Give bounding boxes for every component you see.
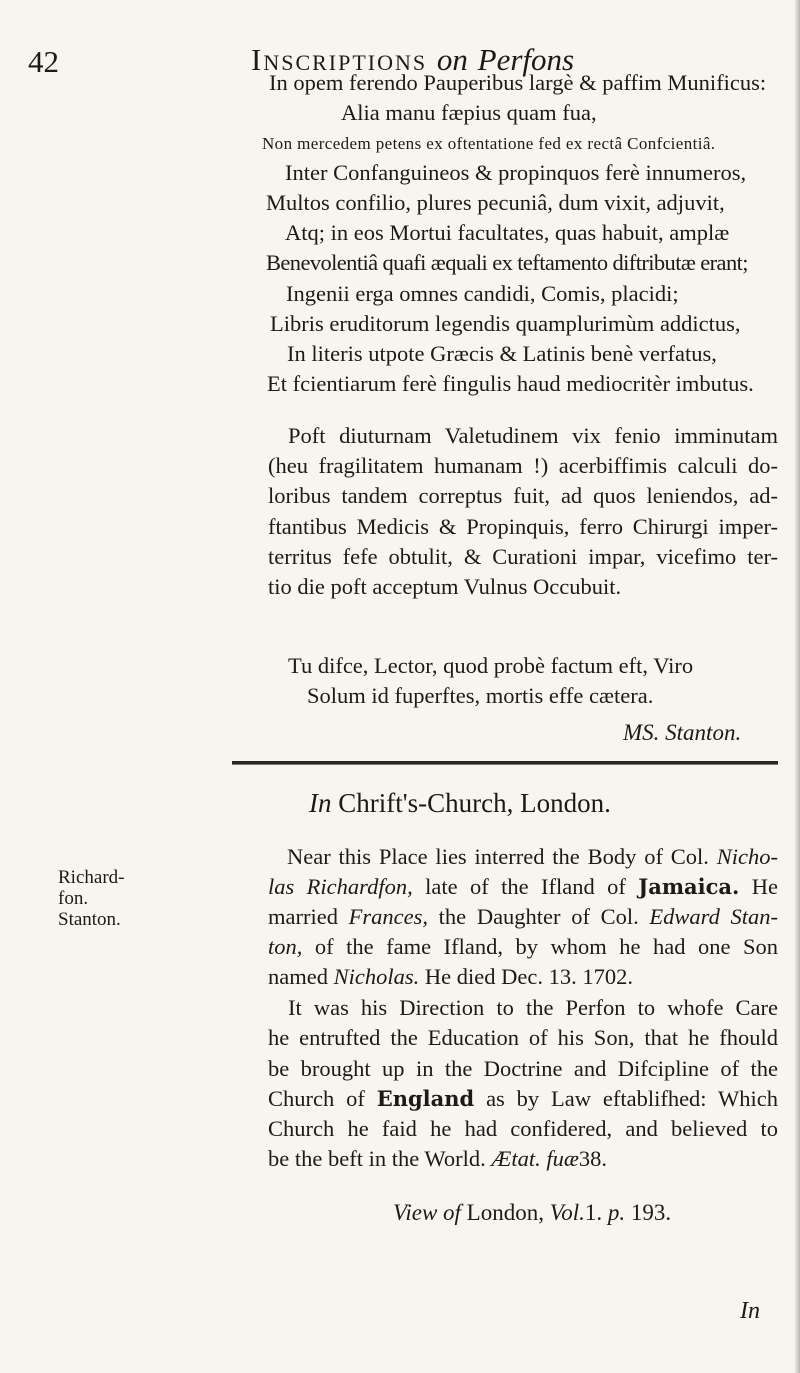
epitaph-text: late of the Ifland of <box>425 874 626 899</box>
inscription-line: Atq; in eos Mortui facultates, quas habuit, amplæ <box>285 220 730 245</box>
epitaph-text: Near this Place lies interred the Body of Col. <box>287 844 709 869</box>
epitaph-italic: Nicho- <box>716 844 779 869</box>
catchword: In <box>740 1298 760 1324</box>
epitaph-blackletter: England <box>376 1086 475 1111</box>
running-head-italic: on <box>436 42 468 77</box>
epitaph-italic: Ætat. fuæ <box>491 1146 579 1171</box>
epitaph-italic: las Richardfon, <box>268 874 413 899</box>
paragraph-line: Poft diuturnam Valetudinem vix fenio imminutam <box>288 423 778 448</box>
marginal-line: Richard- <box>58 867 125 888</box>
epitaph-text: He died Dec. 13. 1702. <box>424 964 633 989</box>
paragraph-line: loribus tandem correptus fuit, ad quos leniendos, ad- <box>268 483 778 508</box>
inscription-line: Ingenii erga omnes candidi, Comis, placidi; <box>286 281 679 306</box>
closing-line: Solum id fuperftes, mortis effe cætera. <box>307 683 654 708</box>
epitaph-line: be brought up in the Doctrine and Difcipline of the <box>268 1056 778 1081</box>
marginal-line: Stanton. <box>58 909 121 930</box>
section-heading <box>309 788 611 819</box>
paragraph-line: tio die poft acceptum Vulnus Occubuit. <box>268 574 622 599</box>
inscription-line: Inter Confanguineos & propinquos ferè innumeros, <box>285 160 747 185</box>
epitaph-text: married <box>268 904 338 929</box>
epitaph-text: the Daughter of Col. <box>438 904 639 929</box>
source-italic: Vol. <box>549 1200 585 1225</box>
epitaph-line: he entrufted the Education of his Son, that he fhould <box>268 1025 778 1050</box>
epitaph-line <box>268 932 778 962</box>
epitaph-line: It was his Direction to the Perfon to whofe Care <box>288 995 778 1020</box>
section-rule <box>232 761 778 765</box>
inscription-line: In literis utpote Græcis & Latinis benè verfatus, <box>287 341 717 366</box>
source-text: London, <box>466 1200 544 1225</box>
epitaph-italic: Edward Stan- <box>649 904 779 929</box>
epitaph-line <box>287 842 778 872</box>
epitaph-text: be the beft in the World. <box>268 1146 486 1171</box>
epitaph-text: as by Law eftablifhed: Which <box>486 1086 778 1111</box>
source-text: 1. <box>584 1200 603 1225</box>
source-signature: MS. Stanton. <box>623 720 742 745</box>
epitaph-line <box>268 902 778 932</box>
epitaph-line <box>268 1144 607 1174</box>
inscription-line: Multos confilio, plures pecuniâ, dum vixit, adjuvit, <box>266 190 725 215</box>
marginal-note <box>58 867 124 930</box>
closing-line: Tu difce, Lector, quod probè factum eft, Viro <box>288 653 694 678</box>
epitaph-italic: Frances, <box>348 904 428 929</box>
source-text: 193. <box>630 1200 672 1225</box>
page-edge <box>794 0 800 1373</box>
epitaph-text: named <box>268 964 328 989</box>
epitaph-line <box>268 1084 778 1114</box>
inscription-line: Libris eruditorum legendis quamplurimùm addictus, <box>270 311 741 336</box>
page-number: 42 <box>28 44 59 79</box>
epitaph-line <box>268 872 778 902</box>
inscription-line: In opem ferendo Pauperibus largè & paffim Munificus: <box>269 70 767 95</box>
epitaph-line: Church he faid he had confidered, and believed to <box>268 1116 778 1141</box>
paragraph-line: (heu fragilitatem humanam !) acerbiffimis calculi do- <box>268 453 778 478</box>
running-head-suffix: Perfons <box>477 42 575 77</box>
epitaph-line <box>268 962 633 992</box>
epitaph-italic: Nicholas. <box>333 964 420 989</box>
running-head-prefix: Inscriptions <box>251 42 428 77</box>
inscription-line: Benevolentiâ quafi æquali ex teftamento diftributæ erant; <box>266 250 748 275</box>
epitaph-text: He <box>751 874 779 899</box>
epitaph-italic: ton, <box>268 934 303 959</box>
marginal-line: fon. <box>58 888 89 909</box>
inscription-line: Non mercedem petens ex oftentatione fed ex rectâ Confcientiâ. <box>262 134 716 153</box>
paragraph-line: ftantibus Medicis & Propinquis, ferro Chirurgi imper- <box>268 514 778 539</box>
epitaph-text: 38. <box>578 1146 607 1171</box>
epitaph-text: of the fame Ifland, by whom he had one Son <box>314 934 778 959</box>
source-reference <box>393 1198 671 1228</box>
heading-italic: In <box>309 788 332 818</box>
paragraph-line: territus fefe obtulit, & Curationi impar, vicefimo ter- <box>268 544 778 569</box>
source-italic: p. <box>607 1200 626 1225</box>
inscription-line: Et fcientiarum ferè fingulis haud mediocritèr imbutus. <box>267 371 754 396</box>
epitaph-blackletter: Jamaica. <box>638 874 740 899</box>
inscription-line: Alia manu fæpius quam fua, <box>341 100 597 125</box>
source-italic: View of <box>393 1200 461 1225</box>
heading-text: Chrift's-Church, London. <box>338 788 611 818</box>
epitaph-text: Church of <box>268 1086 365 1111</box>
